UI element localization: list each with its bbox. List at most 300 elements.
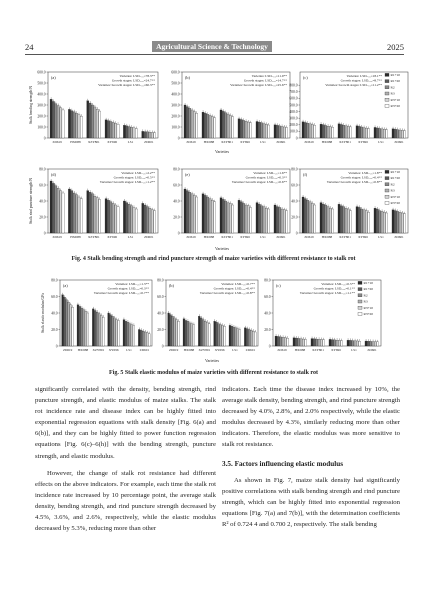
page-header bbox=[0, 0, 427, 56]
panel-label: (b) bbox=[169, 283, 174, 288]
x-tick-label: XZY801 bbox=[339, 140, 351, 144]
y-tick-label: 400.0 bbox=[171, 92, 180, 97]
bar bbox=[117, 207, 119, 233]
bar bbox=[386, 213, 388, 233]
bar bbox=[146, 333, 148, 346]
bar bbox=[281, 209, 283, 233]
bar bbox=[125, 321, 127, 346]
stats-annotation: Varieties: LSDₒ.₀₅=0.5** bbox=[321, 282, 355, 286]
bar bbox=[305, 339, 307, 346]
bar bbox=[359, 341, 361, 346]
x-tick-label: HXD88 bbox=[203, 235, 215, 239]
panel-label: (a) bbox=[51, 75, 56, 80]
y-tick-label: 60.0 bbox=[264, 294, 271, 299]
bar bbox=[304, 122, 306, 138]
bar bbox=[279, 207, 281, 233]
bar bbox=[218, 324, 220, 346]
y-tick-label: 40.0 bbox=[173, 199, 180, 204]
bar bbox=[365, 211, 367, 233]
chart-panel-4c bbox=[289, 72, 408, 144]
bar bbox=[131, 206, 133, 233]
bar bbox=[340, 206, 342, 233]
x-tick-label: XZY801 bbox=[221, 235, 233, 239]
chart-panel-4b bbox=[171, 70, 290, 144]
bar bbox=[325, 125, 327, 138]
bar bbox=[334, 340, 336, 346]
bar bbox=[239, 330, 241, 347]
stats-annotation: Variaties×Growth stages: LSDₒ.₀₅=1.2** bbox=[99, 180, 155, 185]
bar bbox=[227, 114, 229, 138]
stats-annotation: Variaties×Growth stages: LSDₒ.₀₅=25.6** bbox=[230, 83, 287, 88]
bar bbox=[350, 127, 352, 138]
bar bbox=[399, 212, 401, 233]
x-tick-label: XY696 bbox=[240, 235, 250, 239]
bar bbox=[286, 211, 288, 233]
bar bbox=[394, 129, 396, 138]
bar bbox=[374, 342, 376, 346]
bar bbox=[123, 201, 125, 233]
bar bbox=[220, 325, 222, 346]
x-tick-label: ZD601 bbox=[245, 348, 256, 352]
x-tick-label: ZD619 bbox=[277, 348, 287, 352]
y-tick-label: 600.0 bbox=[289, 96, 298, 101]
x-tick-label: ZD619 bbox=[186, 140, 196, 144]
bar bbox=[320, 340, 322, 346]
bar bbox=[207, 114, 209, 138]
y-tick-label: 500.0 bbox=[37, 81, 46, 86]
bar bbox=[343, 125, 345, 138]
bar bbox=[245, 121, 247, 138]
legend-swatch bbox=[385, 195, 389, 198]
bar bbox=[238, 119, 240, 138]
bar bbox=[243, 120, 245, 138]
bar bbox=[404, 131, 406, 138]
legend-label: R3+20 bbox=[390, 104, 401, 108]
legend-swatch bbox=[358, 281, 362, 284]
bar bbox=[62, 193, 64, 233]
bar bbox=[365, 128, 367, 138]
bar bbox=[332, 209, 334, 233]
bar bbox=[126, 203, 128, 233]
stats-annotation: Varieties: LSDₒ.₀₅=78.3** bbox=[119, 74, 155, 78]
panel-label: (d) bbox=[51, 172, 56, 177]
bar bbox=[211, 117, 213, 138]
legend-label: R3 bbox=[390, 91, 395, 96]
bar bbox=[397, 130, 399, 138]
y-tick-label: 100.0 bbox=[289, 129, 298, 134]
bar bbox=[50, 181, 52, 233]
bar bbox=[332, 127, 334, 138]
bar bbox=[112, 203, 114, 233]
panel-label: (b) bbox=[185, 75, 190, 80]
bar bbox=[225, 201, 227, 233]
bar bbox=[98, 314, 100, 346]
y-axis-label: Stalk bending strength/N bbox=[29, 86, 33, 124]
y-tick-label: 400.0 bbox=[37, 92, 46, 97]
bar bbox=[309, 202, 311, 233]
bar bbox=[368, 129, 370, 138]
x-tick-label: ZD619 bbox=[52, 235, 62, 239]
bar bbox=[209, 115, 211, 138]
y-tick-label: 80.0 bbox=[39, 167, 46, 172]
y-tick-label: 700.0 bbox=[289, 90, 298, 95]
legend-label: R3+10 bbox=[390, 194, 401, 199]
bar bbox=[77, 305, 79, 346]
bar bbox=[207, 197, 209, 233]
paragraph-left-1: significantly correlated with the density, bending strength, rind puncture strength, and elastic modulus of maize stalks. The stalk rot incidence rate and disease index can be highly fitted into exponential regression equations with stalk density [Fig. 6(a) and 6(b)], and they can be highly fitted to power function regression equations [Fig. 6(c)–6(h)] with the bending strength, puncture strength, and elastic modulus. bbox=[35, 386, 216, 460]
y-tick-label: 300.0 bbox=[171, 103, 180, 108]
bar bbox=[189, 323, 191, 346]
bar bbox=[76, 113, 78, 138]
bar bbox=[322, 125, 324, 138]
x-tick-label: XY696 bbox=[240, 140, 250, 144]
bar bbox=[76, 195, 78, 233]
x-tick-label: ZD601 bbox=[144, 235, 154, 239]
bar bbox=[60, 191, 62, 233]
bar bbox=[99, 199, 101, 233]
figure-5 bbox=[0, 274, 427, 366]
y-tick-label: 0 bbox=[43, 231, 46, 236]
legend-label: R3+10 bbox=[363, 305, 374, 310]
bar bbox=[185, 320, 187, 346]
bar bbox=[327, 207, 329, 233]
bar bbox=[189, 192, 191, 233]
bar bbox=[154, 211, 156, 233]
bar bbox=[379, 211, 381, 233]
bar bbox=[202, 194, 204, 233]
bar bbox=[338, 204, 340, 233]
bar bbox=[356, 341, 358, 346]
bar bbox=[116, 320, 118, 346]
y-tick-label: 500.0 bbox=[171, 81, 180, 86]
legend-label: R1+20 bbox=[390, 176, 401, 181]
bar bbox=[174, 318, 176, 346]
y-tick-label: 20.0 bbox=[39, 215, 46, 220]
figure-5-x-label: Varieties bbox=[205, 358, 219, 363]
bar bbox=[338, 340, 340, 346]
legend-label: R1+10 bbox=[390, 170, 401, 174]
bar bbox=[187, 321, 189, 346]
stats-annotation: Varieties: LSDₒ.₀₅=0.7** bbox=[221, 282, 255, 286]
bar bbox=[154, 133, 156, 138]
bar bbox=[381, 211, 383, 233]
bar bbox=[331, 340, 333, 346]
y-tick-label: 80.0 bbox=[264, 278, 271, 283]
x-tick-label: LS1 bbox=[378, 140, 384, 144]
bar bbox=[304, 199, 306, 233]
bar bbox=[276, 207, 278, 233]
x-tick-label: HXD88 bbox=[70, 235, 81, 239]
bar bbox=[142, 131, 144, 138]
y-tick-label: 60.0 bbox=[39, 183, 46, 188]
x-tick-label: HXD88 bbox=[183, 348, 195, 352]
legend-swatch bbox=[385, 170, 389, 173]
chart-panel-4d bbox=[29, 167, 158, 239]
bar bbox=[60, 108, 62, 138]
bar bbox=[184, 105, 186, 138]
bar bbox=[274, 205, 276, 233]
y-tick-label: 20.0 bbox=[173, 215, 180, 220]
x-tick-label: ZD601 bbox=[139, 348, 150, 352]
bar bbox=[198, 316, 200, 346]
stats-annotation: Variaties×Growth stages: LSDₒ.₀₅=60.3** bbox=[98, 83, 155, 88]
bar bbox=[392, 210, 394, 233]
publication-year: 2025 bbox=[387, 42, 404, 52]
x-tick-label: HXD88 bbox=[70, 140, 81, 144]
bar bbox=[222, 111, 224, 138]
bar bbox=[149, 132, 151, 138]
bar bbox=[349, 340, 351, 346]
bar bbox=[237, 329, 239, 346]
legend-swatch bbox=[358, 300, 362, 303]
bar bbox=[89, 103, 91, 138]
stats-annotation: Varieties: LSDₒ.₀₅=11.9** bbox=[251, 74, 287, 78]
bar bbox=[268, 209, 270, 233]
x-tick-label: ZD601 bbox=[276, 140, 286, 144]
bar bbox=[323, 340, 325, 346]
bar bbox=[176, 320, 178, 346]
bar bbox=[258, 204, 260, 233]
y-tick-label: 0 bbox=[161, 344, 164, 349]
bar bbox=[320, 124, 322, 138]
bar bbox=[110, 202, 112, 233]
bar bbox=[277, 337, 279, 346]
x-tick-label: HXD88 bbox=[203, 140, 215, 144]
bar bbox=[347, 126, 349, 138]
bar bbox=[193, 325, 195, 346]
legend-swatch bbox=[385, 86, 389, 89]
bar bbox=[135, 129, 137, 138]
x-tick-label: XY696 bbox=[107, 235, 118, 239]
bar bbox=[146, 132, 148, 138]
bar bbox=[89, 192, 91, 233]
bar bbox=[314, 125, 316, 138]
x-tick-label: LS1 bbox=[351, 348, 357, 352]
y-tick-label: 0 bbox=[295, 231, 298, 236]
y-tick-label: 40.0 bbox=[157, 311, 164, 316]
bar bbox=[105, 120, 107, 138]
bar bbox=[316, 339, 318, 346]
bar bbox=[133, 128, 135, 138]
bar bbox=[73, 193, 75, 233]
y-tick-label: 0 bbox=[43, 136, 46, 141]
bar bbox=[131, 325, 133, 346]
bar bbox=[222, 199, 224, 233]
panel-label: (a) bbox=[63, 283, 68, 288]
bar bbox=[214, 202, 216, 233]
bar bbox=[329, 339, 331, 346]
y-tick-label: 0 bbox=[268, 344, 271, 349]
bar bbox=[374, 208, 376, 233]
bar bbox=[302, 339, 304, 346]
panel-label: (c) bbox=[276, 283, 281, 288]
bar bbox=[83, 310, 85, 346]
legend-label: R1+20 bbox=[390, 79, 401, 84]
bar bbox=[94, 311, 96, 346]
bar bbox=[222, 325, 224, 346]
x-tick-label: ZD601 bbox=[394, 140, 404, 144]
x-tick-label: XZY801 bbox=[198, 348, 211, 352]
bar bbox=[279, 126, 281, 138]
bar bbox=[214, 118, 216, 138]
bar bbox=[55, 104, 57, 138]
bar bbox=[283, 210, 285, 233]
bar bbox=[96, 312, 98, 346]
legend-swatch bbox=[385, 92, 389, 95]
bar bbox=[79, 306, 81, 346]
bar bbox=[397, 211, 399, 233]
legend-label: R3 bbox=[363, 299, 368, 304]
bar bbox=[381, 129, 383, 138]
legend-label: R1+20 bbox=[363, 287, 374, 292]
x-tick-label: ZD601 bbox=[394, 235, 404, 239]
bar bbox=[313, 339, 315, 346]
bar bbox=[110, 122, 112, 139]
bar bbox=[392, 129, 394, 138]
figure-4-caption: Fig. 4 Stalk bending strength and rind puncture strength of maize varieties with different resistance to stalk rot bbox=[71, 256, 356, 262]
bar bbox=[350, 211, 352, 233]
bar bbox=[202, 112, 204, 138]
legend-label: R3 bbox=[390, 188, 395, 193]
bar bbox=[52, 183, 54, 233]
bar bbox=[327, 126, 329, 138]
bar bbox=[263, 207, 265, 233]
bar bbox=[345, 208, 347, 233]
stats-annotation: Growth stages: LSDₒ.₀₅=24.7** bbox=[111, 78, 155, 83]
bar bbox=[71, 111, 73, 138]
y-tick-label: 60.0 bbox=[173, 183, 180, 188]
bar bbox=[184, 189, 186, 233]
x-tick-label: ZD619 bbox=[62, 348, 73, 352]
y-tick-label: 0 bbox=[177, 231, 180, 236]
bar bbox=[276, 125, 278, 138]
legend-label: R2 bbox=[363, 293, 368, 298]
panel-label: (e) bbox=[185, 172, 190, 177]
y-tick-label: 0 bbox=[177, 136, 180, 141]
bar bbox=[87, 191, 89, 233]
y-tick-label: 100.0 bbox=[171, 125, 180, 130]
bar bbox=[318, 339, 320, 346]
bar bbox=[320, 203, 322, 233]
bar bbox=[329, 127, 331, 138]
bar bbox=[325, 205, 327, 233]
bar bbox=[379, 128, 381, 138]
bar bbox=[282, 337, 284, 346]
panel-label: (c) bbox=[303, 75, 308, 80]
bar bbox=[151, 133, 153, 139]
legend-swatch bbox=[385, 177, 389, 180]
bar bbox=[250, 123, 252, 138]
bar bbox=[302, 197, 304, 233]
bar bbox=[311, 203, 313, 233]
bar bbox=[401, 213, 403, 233]
bar bbox=[148, 334, 150, 346]
bar bbox=[80, 116, 82, 138]
bar bbox=[383, 212, 385, 233]
x-tick-label: HXD88 bbox=[321, 235, 333, 239]
stats-annotation: Variaties×Growth stages: LSDₒ.₀₅=0.6** bbox=[231, 180, 287, 185]
stats-annotation: Growth stages: LSDₒ.₀₅=0.5** bbox=[113, 175, 155, 180]
bar bbox=[149, 208, 151, 233]
bar bbox=[383, 129, 385, 138]
bar bbox=[204, 195, 206, 233]
y-tick-label: 20.0 bbox=[291, 215, 298, 220]
y-tick-label: 80.0 bbox=[173, 167, 180, 172]
x-tick-label: LS1 bbox=[260, 140, 266, 144]
x-tick-label: LS1 bbox=[127, 140, 134, 144]
bar bbox=[107, 121, 109, 138]
bar bbox=[225, 113, 227, 138]
bar bbox=[363, 210, 365, 233]
x-tick-label: XY696 bbox=[107, 140, 118, 144]
y-axis-label: Stalk elastic modulus/GPa bbox=[41, 292, 45, 334]
bar bbox=[142, 203, 144, 233]
x-tick-label: ZD601 bbox=[276, 235, 286, 239]
bar bbox=[55, 186, 57, 233]
bar bbox=[256, 203, 258, 233]
x-tick-label: LS1 bbox=[127, 235, 134, 239]
stats-annotation: Growth stages: LSDₒ.₀₅=0.3** bbox=[107, 286, 149, 291]
y-tick-label: 20.0 bbox=[264, 327, 271, 332]
bar bbox=[370, 341, 372, 346]
x-tick-label: ZD619 bbox=[304, 235, 314, 239]
bar bbox=[196, 113, 198, 138]
y-axis-label: Stalk rind puncture strength/N bbox=[29, 177, 33, 225]
bar bbox=[252, 331, 254, 346]
bar bbox=[232, 117, 234, 138]
bar bbox=[311, 339, 313, 346]
bar bbox=[81, 308, 83, 346]
bar bbox=[250, 330, 252, 346]
bar bbox=[356, 126, 358, 138]
bar bbox=[361, 209, 363, 233]
stats-annotation: Varieties: LSDₒ.₀₅=1.8** bbox=[348, 171, 382, 175]
bar bbox=[204, 113, 206, 138]
bar bbox=[286, 127, 288, 138]
bar bbox=[91, 105, 93, 138]
y-tick-label: 80.0 bbox=[291, 167, 298, 172]
bar bbox=[354, 341, 356, 346]
bar bbox=[345, 126, 347, 138]
legend-swatch bbox=[385, 201, 389, 204]
bar bbox=[68, 302, 70, 346]
bar bbox=[227, 203, 229, 233]
bar bbox=[94, 107, 96, 138]
bar bbox=[72, 307, 74, 346]
bar bbox=[258, 122, 260, 138]
bar bbox=[309, 124, 311, 138]
bar bbox=[238, 200, 240, 233]
panel-label: (f) bbox=[303, 172, 308, 177]
bar bbox=[100, 315, 102, 346]
legend-label: R3+20 bbox=[363, 312, 374, 316]
bar bbox=[261, 123, 263, 138]
bar bbox=[261, 206, 263, 233]
bar bbox=[123, 320, 125, 346]
bar bbox=[340, 124, 342, 138]
bar bbox=[250, 207, 252, 233]
bar bbox=[263, 124, 265, 138]
bar bbox=[363, 128, 365, 138]
bar bbox=[135, 209, 137, 233]
bar bbox=[329, 208, 331, 233]
bar bbox=[96, 109, 98, 138]
legend-swatch bbox=[358, 312, 362, 315]
bar bbox=[311, 124, 313, 138]
figure-4 bbox=[0, 62, 427, 254]
bar bbox=[307, 200, 309, 233]
bar bbox=[302, 122, 304, 138]
